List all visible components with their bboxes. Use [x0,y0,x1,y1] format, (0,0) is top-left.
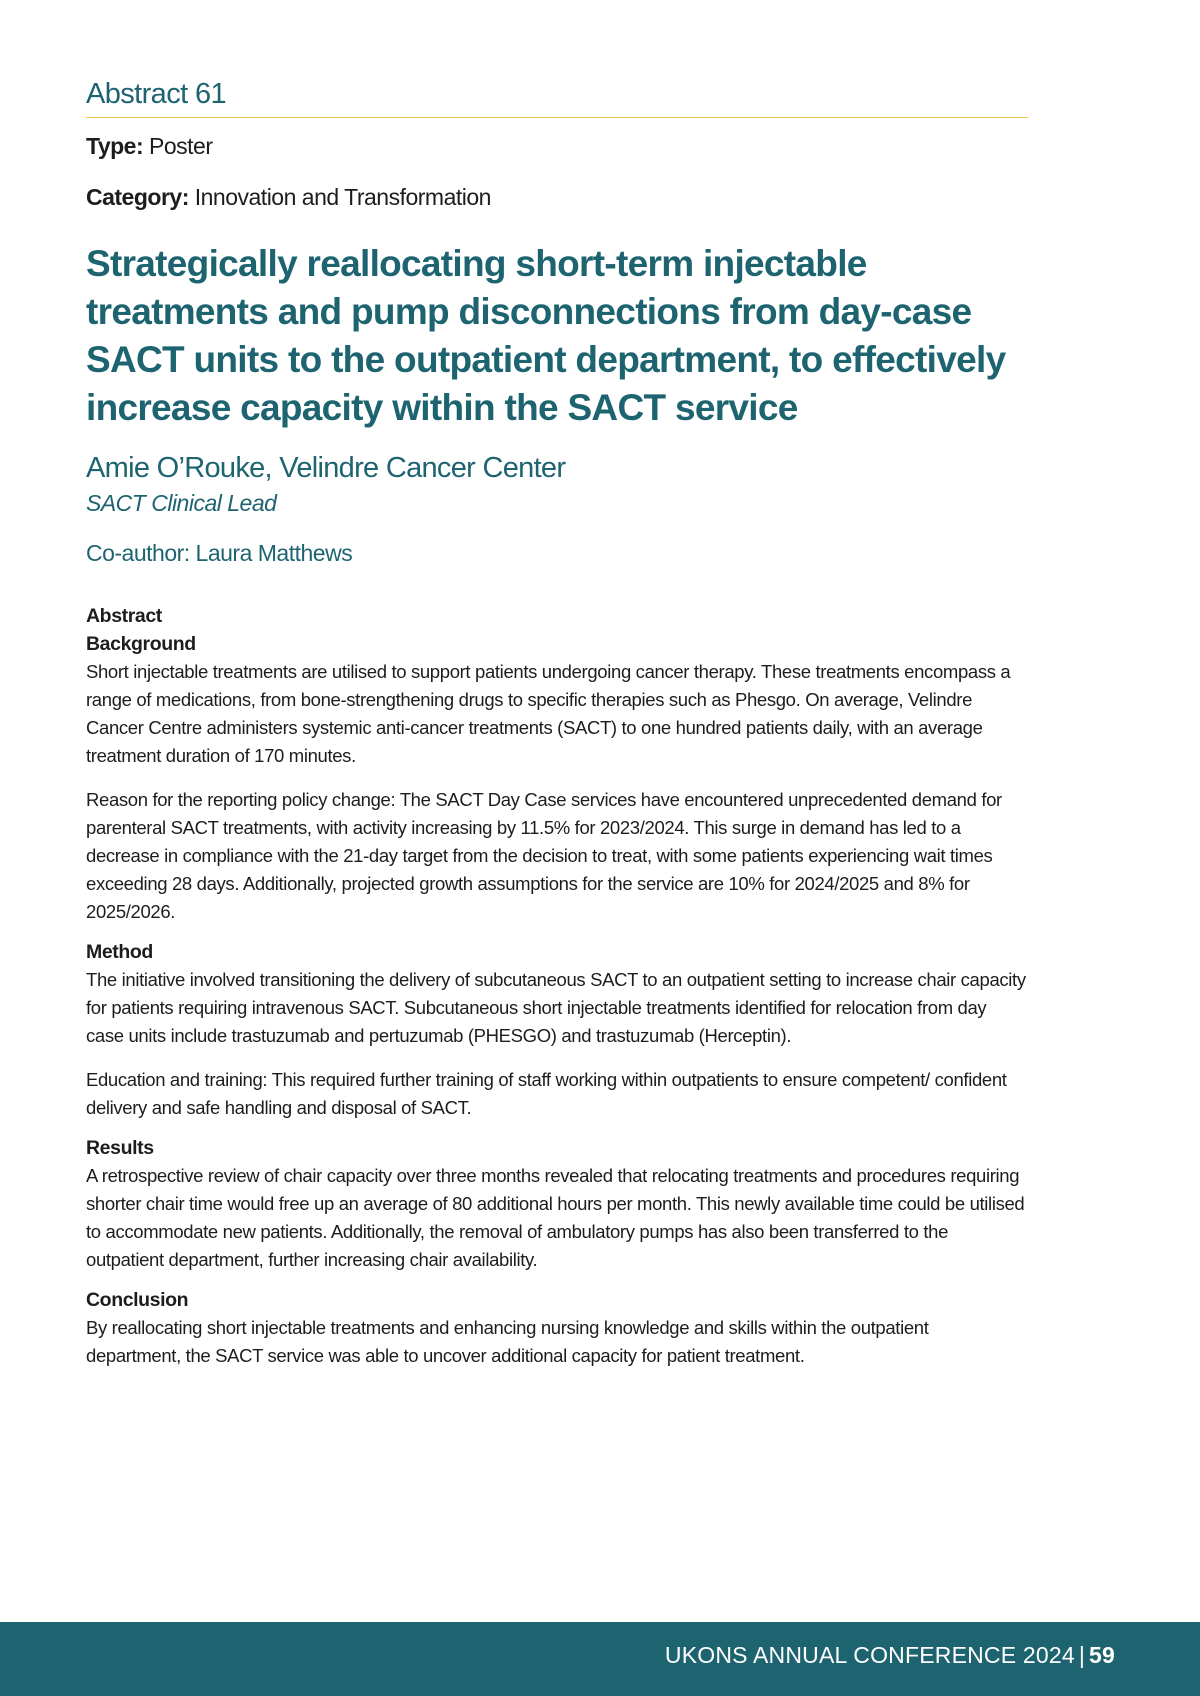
author-name: Amie O’Rouke, Velindre Cancer Center [86,451,566,484]
page-number: 59 [1089,1642,1115,1668]
abstract-body [86,602,1028,1370]
method-paragraph-2: Education and training: This required further training of staff working within outpatients to ensure competent/ confident delivery and safe handling and disposal of SACT. [86,1069,1007,1119]
conclusion-paragraph: By reallocating short injectable treatments and enhancing nursing knowledge and skills within the outpatient department, the SACT service was able to uncover additional capacity for patient treatment. [86,1317,929,1367]
abstract-title: Strategically reallocating short-term injectable treatments and pump disconnections from day-case SACT units to the outpatient department, to effectively increase capacity within the SACT service [86,242,1006,428]
category-line [86,184,1028,212]
footer-separator: | [1078,1642,1086,1668]
page-footer [0,1622,1200,1696]
category-value: Innovation and Transformation [194,183,491,210]
background-paragraph-2: Reason for the reporting policy change: The SACT Day Case services have encountered unprecedented demand for parenteral SACT treatments, with activity increasing by 11.5% for 2023/2024. This surge in demand has led to a decrease in compliance with the 21-day target from the decision to treat, with some patients experiencing wait times exceeding 28 days. Additionally, projected growth assumptions for the service are 10% for 2024/2025 and 8% for 2025/2026. [86,789,1002,923]
abstract-heading: Abstract [86,605,162,628]
results-paragraph: A retrospective review of chair capacity over three months revealed that relocating treatments and procedures requiring shorter chair time would free up an average of 80 additional hours per month. This newly available time could be utilised to accommodate new patients. Additionally, the removal of ambulatory pumps has also been transferred to the outpatient department, further increasing chair availability. [86,1165,1025,1271]
results-heading: Results [86,1137,154,1160]
type-value: Poster [149,133,213,160]
coauthor: Co-author: Laura Matthews [86,540,353,567]
author-role: SACT Clinical Lead [86,490,277,517]
abstract-number: Abstract 61 [86,78,1028,118]
conference-name: UKONS ANNUAL CONFERENCE 2024 [664,1642,1075,1668]
type-line [86,133,1028,161]
category-label: Category: [86,183,189,210]
conclusion-heading: Conclusion [86,1289,189,1312]
method-paragraph-1: The initiative involved transitioning the delivery of subcutaneous SACT to an outpatient setting to increase chair capacity for patients requiring intravenous SACT. Subcutaneous short injectable treatments identified for relocation from day case units include trastuzumab and pertuzumab (PHESGO) and trastuzumab (Herceptin). [86,969,1026,1047]
page-content [86,78,1028,1370]
footer-text [665,1642,1115,1669]
background-heading: Background [86,633,196,656]
background-paragraph-1: Short injectable treatments are utilised to support patients undergoing cancer therapy. These treatments encompass a range of medications, from bone-strengthening drugs to specific therapies such as Phesgo. On average, Velindre Cancer Centre administers systemic anti-cancer treatments (SACT) to one hundred patients daily, with an average treatment duration of 170 minutes. [86,661,1011,767]
method-heading: Method [86,941,153,964]
type-label: Type: [86,133,144,160]
